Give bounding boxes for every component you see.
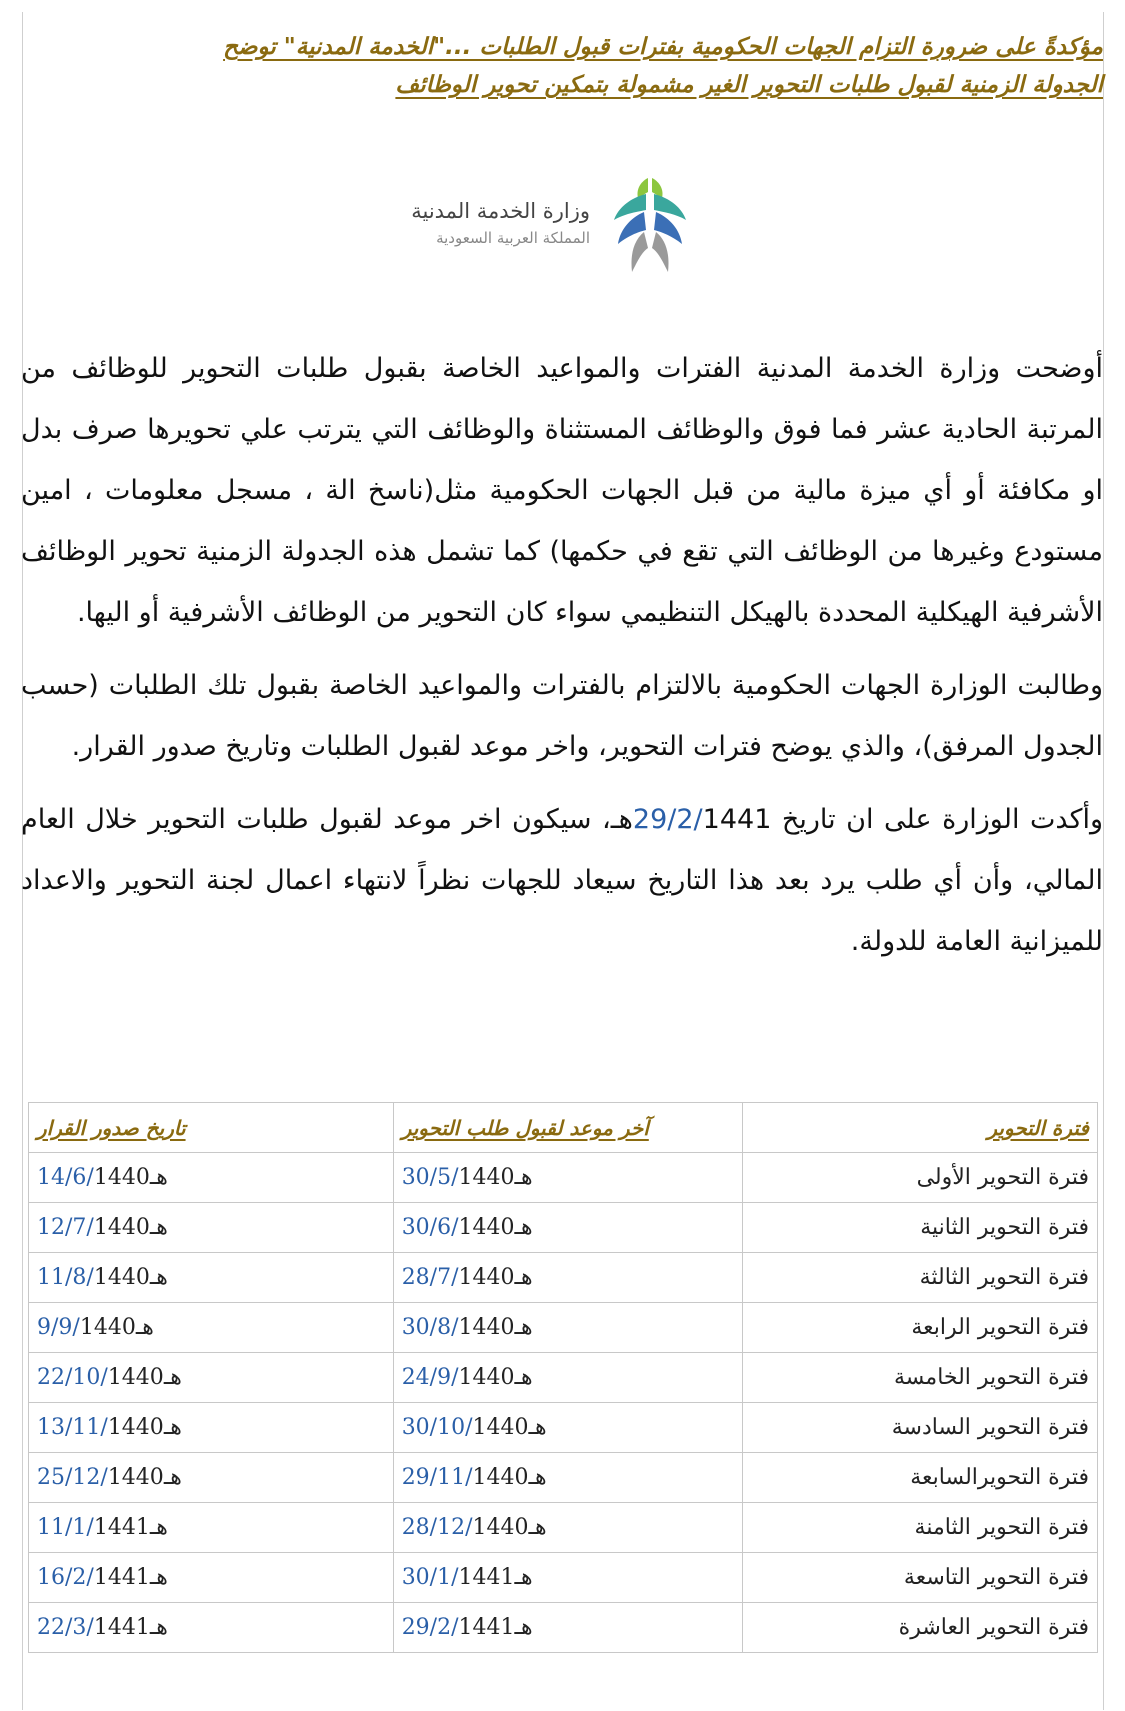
decision-cell-day-month: 16/2/	[37, 1565, 94, 1590]
ministry-emblem-icon	[610, 172, 690, 280]
deadline-cell	[393, 1253, 743, 1303]
decision-cell-year: 1440	[107, 1465, 164, 1490]
header-deadline: آخر موعد لقبول طلب التحوير	[393, 1103, 743, 1153]
hijri-suffix: هـ	[514, 1265, 533, 1290]
deadline-cell-value	[402, 1165, 533, 1190]
deadline-cell-year: 1440	[458, 1215, 515, 1240]
highlighted-date	[633, 804, 771, 835]
table-row	[29, 1353, 1098, 1403]
table-row	[29, 1203, 1098, 1253]
deadline-cell-day-month: 30/6/	[401, 1215, 459, 1240]
deadline-cell-day-month: 24/9/	[401, 1365, 459, 1390]
table-row	[29, 1503, 1098, 1553]
deadline-cell	[393, 1603, 743, 1653]
ministry-logo	[390, 172, 690, 282]
hijri-suffix: هـ	[163, 1415, 182, 1440]
header-decision: تاريخ صدور القرار	[29, 1103, 394, 1153]
kingdom-name: المملكة العربية السعودية	[436, 229, 590, 247]
deadline-cell-year: 1441	[458, 1615, 515, 1640]
deadline-cell-value	[402, 1515, 547, 1540]
decision-cell-day-month: 22/10/	[37, 1365, 108, 1390]
decision-cell-year: 1441	[93, 1615, 150, 1640]
decision-cell	[29, 1403, 394, 1453]
deadline-cell	[393, 1353, 743, 1403]
article-body	[21, 338, 1103, 984]
deadline-cell-day-month: 30/1/	[401, 1565, 459, 1590]
deadline-cell-day-month: 29/11/	[401, 1465, 473, 1490]
deadline-cell-year: 1440	[472, 1415, 529, 1440]
paragraph-3-rest: هـ، سيكون اخر موعد لقبول طلبات التحوير خلال العام المالي، وأن أي طلب يرد بعد هذا التاريخ سيعاد للجهات نظراً لانتهاء اعمال لجنة التحوير والاعداد للميزانية العامة للدولة.	[21, 804, 1103, 957]
deadline-cell-value	[402, 1265, 533, 1290]
hijri-suffix: هـ	[528, 1465, 547, 1490]
decision-cell-value	[37, 1265, 168, 1290]
deadline-cell-day-month: 30/10/	[401, 1415, 473, 1440]
hijri-suffix: هـ	[163, 1465, 182, 1490]
period-cell: فترة التحوير الثالثة	[743, 1253, 1098, 1303]
decision-cell-value	[37, 1365, 182, 1390]
period-cell: فترة التحوير التاسعة	[743, 1553, 1098, 1603]
deadline-cell-value	[402, 1315, 533, 1340]
paragraph-3	[21, 789, 1103, 972]
decision-cell-value	[37, 1615, 168, 1640]
decision-cell-year: 1441	[93, 1515, 150, 1540]
decision-cell	[29, 1303, 394, 1353]
decision-cell-year: 1440	[107, 1365, 164, 1390]
period-cell: فترة التحوير الخامسة	[743, 1353, 1098, 1403]
highlighted-date-dm: 29/2/	[632, 804, 703, 835]
deadline-cell-year: 1440	[458, 1315, 515, 1340]
period-cell: فترة التحويرالسابعة	[743, 1453, 1098, 1503]
article-headline	[43, 28, 1103, 104]
deadline-cell	[393, 1403, 743, 1453]
deadline-cell-year: 1440	[472, 1465, 529, 1490]
decision-cell-value	[37, 1165, 168, 1190]
decision-cell-value	[37, 1465, 182, 1490]
decision-cell-day-month: 12/7/	[37, 1215, 94, 1240]
decision-cell	[29, 1203, 394, 1253]
deadline-cell-day-month: 28/7/	[401, 1265, 459, 1290]
hijri-suffix: هـ	[149, 1215, 168, 1240]
headline-line-2: الجدولة الزمنية لقبول طلبات التحوير الغير مشمولة بتمكين تحوير الوظائف	[395, 72, 1103, 98]
decision-cell-year: 1440	[107, 1415, 164, 1440]
decision-cell-year: 1440	[93, 1265, 150, 1290]
period-cell: فترة التحوير العاشرة	[743, 1603, 1098, 1653]
deadline-cell	[393, 1553, 743, 1603]
deadline-cell-year: 1440	[458, 1365, 515, 1390]
hijri-suffix: هـ	[149, 1615, 168, 1640]
hijri-suffix: هـ	[514, 1165, 533, 1190]
deadline-cell-value	[402, 1565, 533, 1590]
hijri-suffix: هـ	[149, 1265, 168, 1290]
period-cell: فترة التحوير الأولى	[743, 1153, 1098, 1203]
hijri-suffix: هـ	[514, 1565, 533, 1590]
decision-cell	[29, 1353, 394, 1403]
period-cell: فترة التحوير السادسة	[743, 1403, 1098, 1453]
highlighted-date-year: 1441	[702, 804, 772, 835]
deadline-cell-day-month: 28/12/	[401, 1515, 473, 1540]
deadline-cell-day-month: 30/5/	[401, 1165, 459, 1190]
decision-cell	[29, 1503, 394, 1553]
decision-cell-year: 1440	[79, 1315, 136, 1340]
hijri-suffix: هـ	[514, 1615, 533, 1640]
table-header-row	[29, 1103, 1098, 1153]
deadline-cell-day-month: 29/2/	[401, 1615, 459, 1640]
period-cell: فترة التحوير الرابعة	[743, 1303, 1098, 1353]
decision-cell	[29, 1553, 394, 1603]
table-row	[29, 1453, 1098, 1503]
decision-cell-value	[37, 1215, 168, 1240]
decision-cell	[29, 1253, 394, 1303]
decision-cell-value	[37, 1315, 154, 1340]
table-row	[29, 1253, 1098, 1303]
hijri-suffix: هـ	[528, 1515, 547, 1540]
deadline-cell-value	[402, 1465, 547, 1490]
hijri-suffix: هـ	[149, 1515, 168, 1540]
headline-line-1: مؤكدةً على ضرورة التزام الجهات الحكومية بفترات قبول الطلبات ..."الخدمة المدنية" توضح	[223, 34, 1103, 60]
deadline-cell-value	[402, 1415, 547, 1440]
table-body	[29, 1153, 1098, 1653]
paragraph-2: وطالبت الوزارة الجهات الحكومية بالالتزام بالفترات والمواعيد الخاصة بقبول تلك الطلبات (حسب الجدول المرفق)، والذي يوضح فترات التحوير، واخر موعد لقبول الطلبات وتاريخ صدور القرار.	[21, 670, 1103, 762]
deadline-cell-value	[402, 1215, 533, 1240]
deadline-cell-year: 1440	[458, 1165, 515, 1190]
decision-cell-day-month: 25/12/	[37, 1465, 108, 1490]
decision-cell-value	[37, 1515, 168, 1540]
hijri-suffix: هـ	[514, 1365, 533, 1390]
hijri-suffix: هـ	[514, 1315, 533, 1340]
hijri-suffix: هـ	[514, 1215, 533, 1240]
transfer-schedule-table	[28, 1102, 1098, 1653]
decision-cell-year: 1441	[93, 1565, 150, 1590]
decision-cell	[29, 1153, 394, 1203]
header-period: فترة التحوير	[743, 1103, 1098, 1153]
decision-cell-day-month: 13/11/	[37, 1415, 108, 1440]
decision-cell-day-month: 14/6/	[37, 1165, 94, 1190]
deadline-cell-day-month: 30/8/	[401, 1315, 459, 1340]
period-cell: فترة التحوير الثامنة	[743, 1503, 1098, 1553]
hijri-suffix: هـ	[149, 1165, 168, 1190]
decision-cell	[29, 1453, 394, 1503]
table-row	[29, 1303, 1098, 1353]
hijri-suffix: هـ	[163, 1365, 182, 1390]
deadline-cell-year: 1440	[458, 1265, 515, 1290]
hijri-suffix: هـ	[528, 1415, 547, 1440]
hijri-suffix: هـ	[149, 1565, 168, 1590]
logo-text	[390, 196, 590, 250]
deadline-cell	[393, 1153, 743, 1203]
decision-cell-day-month: 11/1/	[37, 1515, 94, 1540]
table-row	[29, 1153, 1098, 1203]
ministry-name: وزارة الخدمة المدنية	[411, 199, 590, 223]
deadline-cell	[393, 1303, 743, 1353]
hijri-suffix: هـ	[135, 1315, 154, 1340]
paragraph-3-intro: وأكدت الوزارة على ان تاريخ	[771, 804, 1103, 835]
deadline-cell-year: 1441	[458, 1565, 515, 1590]
decision-cell	[29, 1603, 394, 1653]
decision-cell-year: 1440	[93, 1215, 150, 1240]
deadline-cell-year: 1440	[472, 1515, 529, 1540]
deadline-cell	[393, 1453, 743, 1503]
decision-cell-value	[37, 1415, 182, 1440]
decision-cell-value	[37, 1565, 168, 1590]
deadline-cell	[393, 1503, 743, 1553]
paragraph-1: أوضحت وزارة الخدمة المدنية الفترات والمواعيد الخاصة بقبول طلبات التحوير للوظائف من المرتبة الحادية عشر فما فوق والوظائف المستثناة والوظائف التي يترتب علي تحويرها صرف بدل او مكافئة أو أي ميزة مالية من قبل الجهات الحكومية مثل(ناسخ الة ، مسجل معلومات ، امين مستودع وغيرها من الوظائف التي تقع في حكمها) كما تشمل هذه الجدولة الزمنية تحوير الوظائف الأشرفية الهيكلية المحددة بالهيكل التنظيمي سواء كان التحوير من الوظائف الأشرفية أو اليها.	[21, 353, 1103, 628]
decision-cell-year: 1440	[93, 1165, 150, 1190]
decision-cell-day-month: 9/9/	[37, 1315, 80, 1340]
deadline-cell-value	[402, 1615, 533, 1640]
table-row	[29, 1403, 1098, 1453]
decision-cell-day-month: 22/3/	[37, 1615, 94, 1640]
table-row	[29, 1553, 1098, 1603]
table-row	[29, 1603, 1098, 1653]
deadline-cell	[393, 1203, 743, 1253]
deadline-cell-value	[402, 1365, 533, 1390]
decision-cell-day-month: 11/8/	[37, 1265, 94, 1290]
period-cell: فترة التحوير الثانية	[743, 1203, 1098, 1253]
